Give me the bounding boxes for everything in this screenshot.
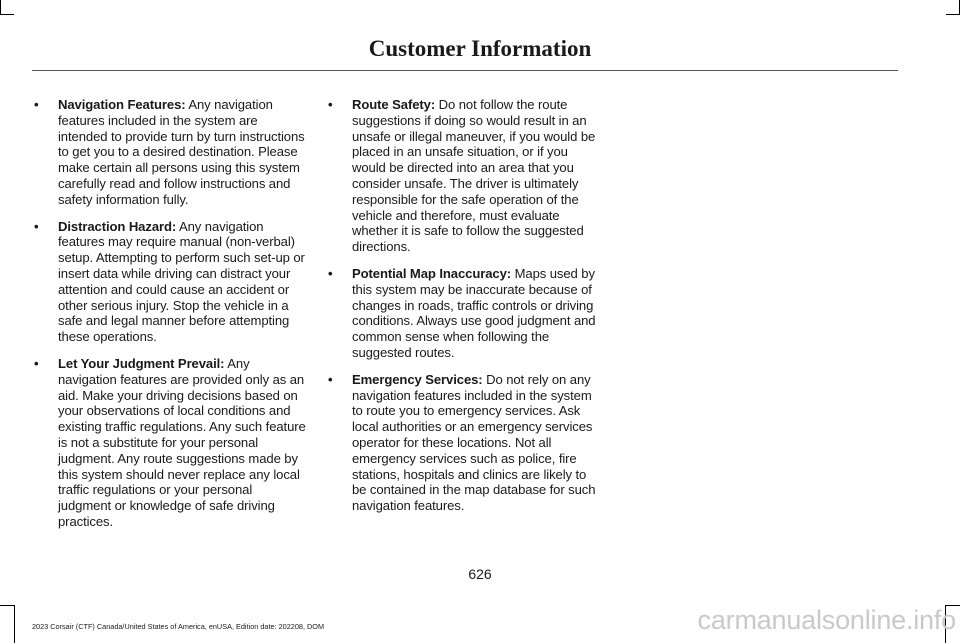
bullet-item: [34, 355, 308, 530]
bullet-term: Distraction Hazard:: [58, 218, 177, 234]
bullet-text: Any navigation features included in the system are intended to provide turn by turn instructions to get you to a desired destination. Please make certain all persons using this system carefully read and follow instructions and safety information fully.: [58, 97, 305, 207]
crop-mark-bottom-left-v: [14, 605, 15, 643]
bullet-text: Maps used by this system may be inaccurate because of changes in roads, traffic controls or driving conditions. Always use good judgment and common sense when following the suggested routes.: [352, 265, 596, 360]
page-number: 626: [468, 566, 492, 582]
edition-footer: 2023 Corsair (CTF) Canada/United States of America, enUSA, Edition date: 202208, DOM: [32, 622, 325, 631]
bullet-icon: •: [328, 371, 333, 387]
right-column: [328, 97, 602, 525]
crop-mark-top-left-h: [0, 14, 14, 15]
bullet-text: Any navigation features are provided only as an aid. Make your driving decisions based on your observations of local conditions and existing traffic regulations. Any such feature is not a substitute for your personal judgment. Any route suggestions made by this system should never replace any local traffic regulations or your personal judgment or knowledge of safe driving practices.: [58, 355, 306, 529]
bullet-term: Emergency Services:: [352, 371, 483, 387]
crop-mark-top-right-h: [946, 14, 960, 15]
bullet-term: Potential Map Inaccuracy:: [352, 265, 512, 281]
bullet-icon: •: [328, 265, 333, 281]
bullet-item: [34, 97, 308, 208]
bullet-text: Do not rely on any navigation features included in the system to route you to emergency services. Ask local authorities or an emergency services operator for these locations. Not all emergency services such as police, fire stations, hospitals and clinics are likely to be contained in the map database for such navigation features.: [352, 371, 596, 514]
bullet-term: Route Safety:: [352, 97, 436, 112]
left-column: [34, 97, 308, 541]
bullet-text: Do not follow the route suggestions if doing so would result in an unsafe or illegal maneuver, if you would be placed in an unsafe situation, or if you would be directed into an area that you consider unsafe. The driver is ultimately responsible for the safe operation of the vehicle and therefore, must evaluate whether it is safe to follow the suggested directions.: [352, 97, 596, 255]
bullet-icon: •: [34, 355, 39, 371]
bullet-term: Navigation Features:: [58, 97, 186, 112]
bullet-item: [34, 218, 308, 345]
header-rule: [32, 70, 898, 71]
bullet-item: [328, 265, 602, 361]
bullet-text: Any navigation features may require manual (non-verbal) setup. Attempting to perform such set-up or insert data while driving can distract your attention and could cause an accident or other serious injury. Stop the vehicle in a safe and legal manner before attempting these operations.: [58, 218, 305, 345]
crop-mark-bottom-left-h: [0, 605, 15, 606]
bullet-icon: •: [34, 97, 39, 112]
bullet-icon: •: [34, 218, 39, 234]
page-title: Customer Information: [368, 36, 592, 61]
watermark: carmanualsonline.info: [697, 605, 956, 635]
crop-mark-top-left-v: [0, 0, 1, 14]
bullet-item: [328, 97, 602, 255]
bullet-term: Let Your Judgment Prevail:: [58, 355, 225, 371]
bullet-icon: •: [328, 97, 333, 112]
bullet-item: [328, 371, 602, 514]
